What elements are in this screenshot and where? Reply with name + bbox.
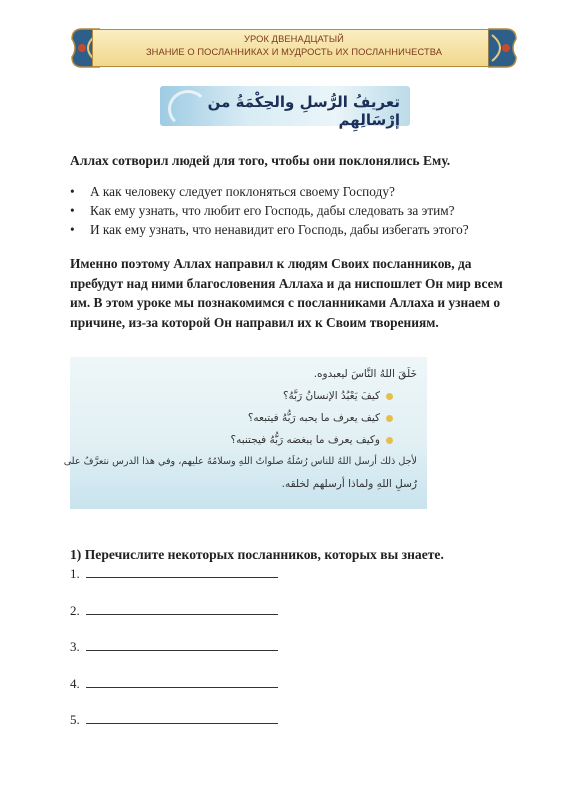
arabic-text-image: [63, 357, 427, 509]
answer-blank[interactable]: [86, 603, 278, 615]
answer-number: 4.: [70, 675, 80, 691]
question-list: [70, 182, 469, 239]
arabic-question-text: كيفَ يَعْبُدُ الإنسانُ رَبَّهُ؟: [282, 390, 380, 402]
arabic-heading-strip: [160, 86, 410, 129]
answer-blank[interactable]: [86, 676, 278, 688]
bullet-icon: •: [70, 203, 75, 218]
answer-blank[interactable]: [86, 639, 278, 651]
banner-title-line1: УРОК ДВЕНАДЦАТЫЙ: [244, 34, 344, 44]
question-text: А как человеку следует поклоняться своему Господу?: [90, 184, 395, 199]
answer-number: 1.: [70, 566, 80, 581]
answer-row: [70, 639, 278, 676]
answer-row: [70, 712, 278, 749]
answer-number: 5.: [70, 712, 80, 727]
answer-number: 3.: [70, 639, 80, 654]
banner-title-line2: ЗНАНИЕ О ПОСЛАННИКАХ И МУДРОСТЬ ИХ ПОСЛАННИЧЕСТВА: [145, 47, 443, 57]
arabic-question: [77, 407, 417, 429]
arabic-line: رُسلِ اللهِ ولماذا أرسلهم لخلقه.: [281, 478, 417, 490]
answer-blank[interactable]: [86, 566, 278, 578]
bullet-icon: [386, 437, 393, 444]
arabic-question-text: كيف يعرف ما يحبه رَبُّهُ فيتبعه؟: [247, 412, 380, 424]
bullet-icon: •: [70, 222, 75, 237]
answer-row: [70, 676, 278, 713]
answer-blank[interactable]: [86, 712, 278, 724]
list-item: [70, 182, 469, 201]
arabic-text-block: [63, 363, 417, 495]
list-item: [70, 201, 469, 220]
arabic-question: [77, 429, 417, 451]
bullet-icon: •: [70, 184, 75, 199]
main-paragraph: Именно поэтому Аллах направил к людям Своих посланников, да пребудут над ними благословения Аллаха и да ниспошлет Он мир всем им. В этом уроке мы познакомимся с посланниками Аллаха и узнаем о причине, из-за которой Он направил их к Своим творениям.: [70, 256, 503, 330]
exercise-question: 1) Перечислите некоторых посланников, которых вы знаете.: [70, 547, 444, 562]
bullet-icon: [386, 415, 393, 422]
intro-sentence: Аллах сотворил людей для того, чтобы они поклонялись Ему.: [70, 153, 451, 168]
arabic-question-text: وكيف يعرف ما يبغضه رَبُّهُ فيجتنبه؟: [230, 434, 380, 446]
answer-row: [70, 566, 278, 603]
answer-row: [70, 603, 278, 640]
arabic-question: [77, 385, 417, 407]
arabic-line: لأجل ذلك أرسل اللهُ للناس رُسُلَهُ صلواتُ اللهِ وسلامُهُ عليهم، وفي هذا الدرس نتعرَّفُ على: [63, 456, 417, 467]
question-text: Как ему узнать, что любит его Господь, дабы следовать за этим?: [90, 203, 455, 218]
lesson-banner: [70, 26, 518, 70]
question-text: И как ему узнать, что ненавидит его Господь, дабы избегать этого?: [90, 222, 469, 237]
list-item: [70, 220, 469, 239]
bullet-icon: [386, 393, 393, 400]
arabic-line: خَلَقَ اللهُ النَّاسَ ليعبدوه.: [313, 368, 417, 380]
arabic-heading-text: تعريفُ الرُّسلِ والحِكْمَةُ من إرْسَالِهِم: [207, 93, 400, 129]
answer-number: 2.: [70, 602, 80, 618]
answer-lines: [70, 566, 278, 749]
